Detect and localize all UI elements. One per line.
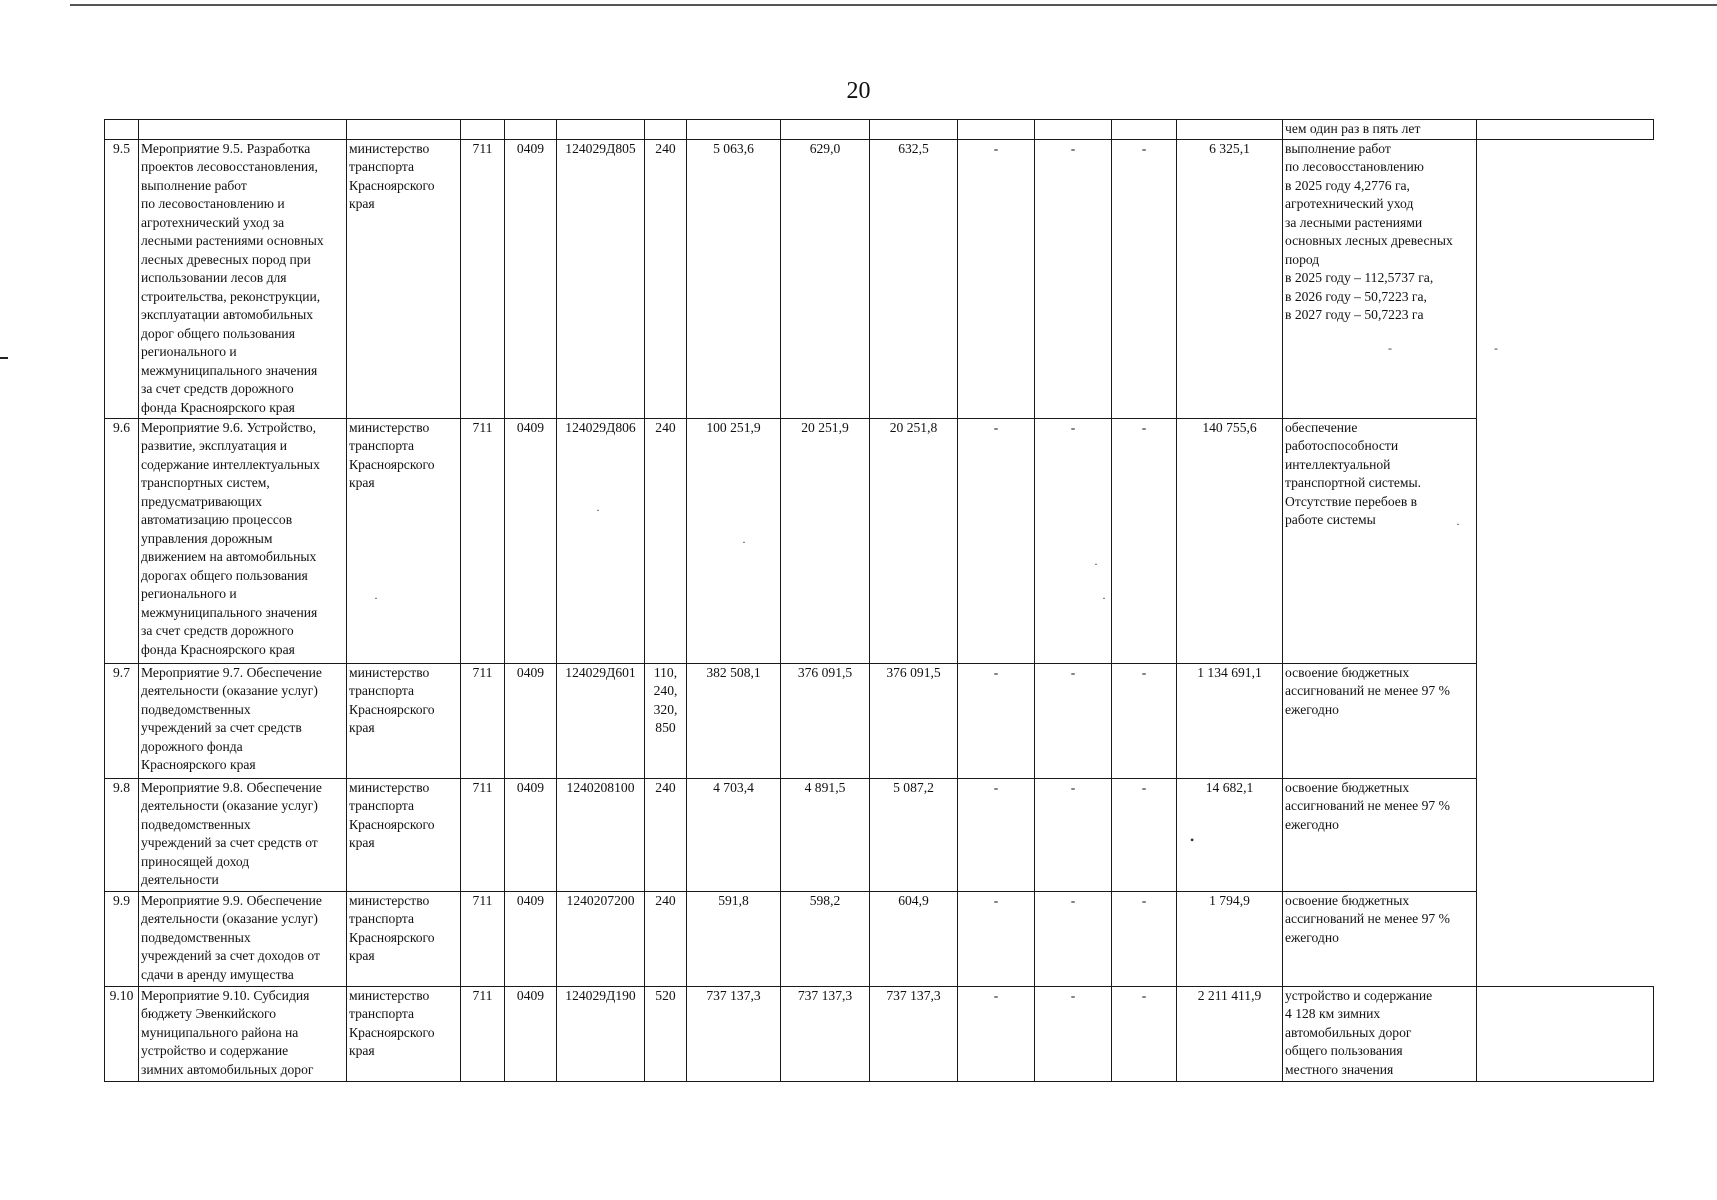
scan-speck: · — [1094, 557, 1098, 571]
scan-dash: - — [1494, 341, 1498, 355]
cell-result: освоение бюджетных ассигнований не менее 97 % ежегодно — [1283, 663, 1477, 778]
cell-2027: 5 087,2 — [870, 778, 958, 891]
cell-num: 9.7 — [105, 663, 139, 778]
cell-grbs: 711 — [461, 986, 505, 1081]
cell-extra-1: - — [958, 891, 1035, 986]
cell-2025: 737 137,3 — [687, 986, 781, 1081]
cell-csr: 1240208100 — [557, 778, 645, 891]
cell-2027: 737 137,3 — [870, 986, 958, 1081]
cell-extra-2 — [1035, 120, 1112, 140]
cell-csr: 1240207200 — [557, 891, 645, 986]
cell-result: устройство и содержание 4 128 км зимних автомобильных дорог общего пользования местного значения — [1283, 986, 1477, 1081]
cell-executor: министерство транспорта Красноярского края — [347, 663, 461, 778]
scan-speck: · — [742, 535, 746, 549]
cell-num: 9.6 — [105, 418, 139, 663]
cell-extra-2: - — [1035, 418, 1112, 663]
cell-grbs: 711 — [461, 418, 505, 663]
cell-total: 1 794,9 — [1177, 891, 1283, 986]
cell-name: Мероприятие 9.10. Субсидия бюджету Эвенкийского муниципального района на устройство и содержание зимних автомобильных дорог — [139, 986, 347, 1081]
cell-num: 9.9 — [105, 891, 139, 986]
cell-vr: 240 — [645, 418, 687, 663]
cell-grbs: 711 — [461, 139, 505, 418]
cell-num — [105, 120, 139, 140]
cell-num: 9.8 — [105, 778, 139, 891]
cell-extra-3: - — [1112, 418, 1177, 663]
cell-total — [1177, 120, 1283, 140]
cell-name: Мероприятие 9.7. Обеспечение деятельности (оказание услуг) подведомственных учреждений за счет средств дорожного фонда Красноярского края — [139, 663, 347, 778]
cell-csr: 124029Д190 — [557, 986, 645, 1081]
scan-speck: · — [374, 591, 378, 605]
cell-csr: 124029Д806 — [557, 418, 645, 663]
scan-margin-mark — [0, 357, 8, 359]
cell-extra-3: - — [1112, 778, 1177, 891]
cell-2026: 598,2 — [781, 891, 870, 986]
cell-total: 2 211 411,9 — [1177, 986, 1283, 1081]
cell-rzpr: 0409 — [505, 986, 557, 1081]
continuation-row — [105, 120, 1654, 140]
cell-extra-1: - — [958, 139, 1035, 418]
cell-num: 9.5 — [105, 139, 139, 418]
cell-name: Мероприятие 9.9. Обеспечение деятельности (оказание услуг) подведомственных учреждений за счет доходов от сдачи в аренду имущества — [139, 891, 347, 986]
cell-csr — [557, 120, 645, 140]
cell-name: Мероприятие 9.6. Устройство, развитие, эксплуатация и содержание интеллектуальных транспортных систем, предусматривающих автоматизацию процессов управления дорожным движением на автомобильных дорогах общего пользования регионального и межмуниципального значения за счет средств дорожного фонда Красноярского края — [139, 418, 347, 663]
cell-blank — [1477, 986, 1654, 1081]
cell-total: 6 325,1 — [1177, 139, 1283, 418]
cell-grbs: 711 — [461, 778, 505, 891]
cell-blank — [1477, 120, 1654, 140]
cell-2027: 20 251,8 — [870, 418, 958, 663]
cell-extra-3: - — [1112, 663, 1177, 778]
cell-extra-2: - — [1035, 139, 1112, 418]
table-row — [105, 418, 1654, 663]
cell-rzpr — [505, 120, 557, 140]
page-number: 20 — [846, 78, 871, 104]
cell-result: освоение бюджетных ассигнований не менее 97 % ежегодно — [1283, 891, 1477, 986]
cell-2025: 591,8 — [687, 891, 781, 986]
cell-name — [139, 120, 347, 140]
cell-total: 140 755,6 — [1177, 418, 1283, 663]
cell-total: 14 682,1 — [1177, 778, 1283, 891]
cell-rzpr: 0409 — [505, 418, 557, 663]
cell-vr: 240 — [645, 778, 687, 891]
table-row — [105, 986, 1654, 1081]
cell-result: выполнение работ по лесовосстановлению в 2025 году 4,2776 га, агротехнический уход за лесными растениями основных лесных древесных пород в 2025 году – 112,5737 га, в 2026 году – 50,7223 га, в 2027 году – 50,7223 га — [1283, 139, 1477, 418]
cell-result: обеспечение работоспособности интеллектуальной транспортной системы. Отсутствие перебоев в работе системы — [1283, 418, 1477, 663]
cell-vr: 240 — [645, 891, 687, 986]
cell-blank — [1477, 778, 1654, 891]
cell-executor: министерство транспорта Красноярского края — [347, 891, 461, 986]
cell-extra-2: - — [1035, 778, 1112, 891]
cell-extra-3: - — [1112, 139, 1177, 418]
cell-2026: 376 091,5 — [781, 663, 870, 778]
cell-rzpr: 0409 — [505, 139, 557, 418]
scan-top-border — [70, 4, 1717, 6]
cell-csr: 124029Д805 — [557, 139, 645, 418]
table-row — [105, 778, 1654, 891]
program-measures-table — [104, 119, 1654, 1082]
table-row — [105, 891, 1654, 986]
cell-extra-1: - — [958, 986, 1035, 1081]
cell-grbs — [461, 120, 505, 140]
cell-2027 — [870, 120, 958, 140]
cell-blank — [1477, 891, 1654, 986]
cell-result: чем один раз в пять лет — [1283, 120, 1477, 140]
scan-speck: • — [1190, 833, 1195, 847]
cell-total: 1 134 691,1 — [1177, 663, 1283, 778]
scan-speck: · — [1456, 517, 1460, 531]
cell-csr: 124029Д601 — [557, 663, 645, 778]
scan-speck: · — [1102, 591, 1106, 605]
cell-2026: 4 891,5 — [781, 778, 870, 891]
cell-2025: 5 063,6 — [687, 139, 781, 418]
cell-rzpr: 0409 — [505, 891, 557, 986]
cell-vr: 240 — [645, 139, 687, 418]
cell-grbs: 711 — [461, 891, 505, 986]
cell-blank — [1477, 418, 1654, 663]
cell-extra-1: - — [958, 778, 1035, 891]
table-row — [105, 663, 1654, 778]
cell-2025: 382 508,1 — [687, 663, 781, 778]
cell-extra-1: - — [958, 418, 1035, 663]
cell-2026: 20 251,9 — [781, 418, 870, 663]
cell-extra-3: - — [1112, 986, 1177, 1081]
cell-executor: министерство транспорта Красноярского края — [347, 986, 461, 1081]
table-row — [105, 139, 1654, 418]
cell-2025: 4 703,4 — [687, 778, 781, 891]
cell-2027: 376 091,5 — [870, 663, 958, 778]
cell-extra-1: - — [958, 663, 1035, 778]
cell-extra-1 — [958, 120, 1035, 140]
cell-2026 — [781, 120, 870, 140]
cell-blank — [1477, 663, 1654, 778]
cell-rzpr: 0409 — [505, 663, 557, 778]
cell-2025: 100 251,9 — [687, 418, 781, 663]
cell-name: Мероприятие 9.5. Разработка проектов лесовосстановления, выполнение работ по лесовостановлению и агротехнический уход за лесными растениями основных лесных древесных пород при использовании лесов для строительства, реконструкции, эксплуатации автомобильных дорог общего пользования регионального и межмуниципального значения за счет средств дорожного фонда Красноярского края — [139, 139, 347, 418]
cell-executor: министерство транспорта Красноярского края — [347, 139, 461, 418]
cell-executor: министерство транспорта Красноярского края — [347, 418, 461, 663]
cell-2025 — [687, 120, 781, 140]
cell-2027: 632,5 — [870, 139, 958, 418]
cell-extra-3 — [1112, 120, 1177, 140]
cell-name: Мероприятие 9.8. Обеспечение деятельности (оказание услуг) подведомственных учреждений за счет средств от приносящей доход деятельности — [139, 778, 347, 891]
cell-rzpr: 0409 — [505, 778, 557, 891]
cell-result: освоение бюджетных ассигнований не менее 97 % ежегодно — [1283, 778, 1477, 891]
cell-num: 9.10 — [105, 986, 139, 1081]
cell-2027: 604,9 — [870, 891, 958, 986]
scan-dash: - — [1388, 341, 1392, 355]
cell-executor: министерство транспорта Красноярского края — [347, 778, 461, 891]
cell-grbs: 711 — [461, 663, 505, 778]
cell-extra-3: - — [1112, 891, 1177, 986]
cell-vr: 110, 240, 320, 850 — [645, 663, 687, 778]
cell-extra-2: - — [1035, 891, 1112, 986]
cell-vr: 520 — [645, 986, 687, 1081]
scan-speck: · — [596, 503, 600, 517]
cell-extra-2: - — [1035, 663, 1112, 778]
cell-vr — [645, 120, 687, 140]
cell-2026: 629,0 — [781, 139, 870, 418]
cell-extra-2: - — [1035, 986, 1112, 1081]
cell-executor — [347, 120, 461, 140]
cell-blank — [1477, 139, 1654, 418]
cell-2026: 737 137,3 — [781, 986, 870, 1081]
